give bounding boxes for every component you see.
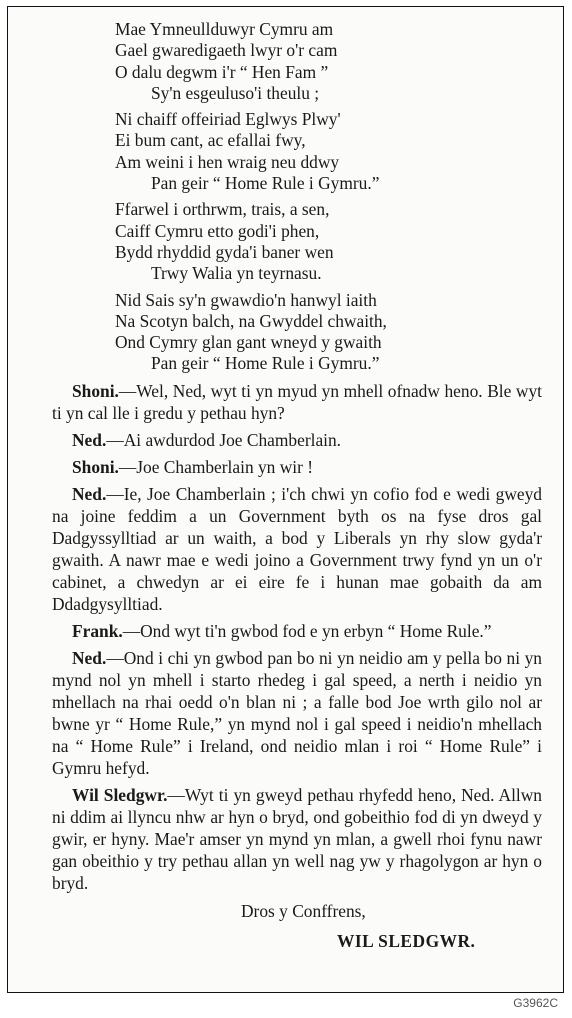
- speaker-name: Ned.: [72, 647, 107, 668]
- speech-text: —Wyt ti yn gweyd pethau rhyfedd heno, Ned. Allwn ni ddim ai llyncu nhw ar hyn o bryd, ond gobeithio fod di yn dweyd y gwir, er hyny. Mae'r amser yn mynd yn mlan, a gwell rhoi fynu nawr gan obeithio y try pethau allan yn well nag yw y rhagolygon ar hyn o bryd.: [52, 784, 542, 893]
- speech-text: —Ond i chi yn gwbod pan bo ni yn neidio am y pella bo ni yn mynd nol yn mhell i starto rhedeg i gal speed, a nerth i neidio yn mhellach na rhai oedd o'n blan ni ; a falle bod Joe wrth gilo nol ar bwne yr “ Home Rule,” yn mynd nol i gal speed i neidio'n mhellach na “ Home Rule” i Ireland, ond neidio mlan i roi “ Home Rule” i Gymru hefyd.: [52, 647, 542, 778]
- poem-line: Trwy Walia yn teyrnasu.: [151, 263, 322, 284]
- clipping-content: [52, 19, 542, 952]
- poem-line: Pan geir “ Home Rule i Gymru.”: [151, 353, 380, 374]
- poem-stanza: [115, 109, 542, 194]
- poem-line: O dalu degwm i'r “ Hen Fam ”: [115, 61, 329, 82]
- speaker-name: Frank.: [72, 620, 123, 641]
- dialogue-paragraph: [52, 647, 542, 779]
- clipping-frame: [7, 6, 564, 993]
- speaker-name: Ned.: [72, 483, 107, 504]
- speech-text: —Joe Chamberlain yn wir !: [118, 456, 314, 477]
- poem-stanza: [115, 19, 542, 104]
- dialogue-paragraph: [52, 620, 542, 642]
- poem-stanza: [115, 199, 542, 284]
- poem-line: Ond Cymry glan gant wneyd y gwaith: [115, 332, 382, 353]
- poem-line: Mae Ymneullduwyr Cymru am: [115, 19, 334, 39]
- poem-line: Ffarwel i orthrwm, trais, a sen,: [115, 199, 330, 220]
- dialogue-paragraph: [52, 784, 542, 894]
- speaker-name: Wil Sledgwr.: [72, 784, 168, 805]
- poem-line: Ni chaiff offeiriad Eglwys Plwy': [115, 109, 341, 130]
- speaker-name: Shoni.: [72, 380, 119, 401]
- poem-line: Bydd rhyddid gyda'i baner wen: [115, 241, 334, 262]
- dialogue-paragraph: [52, 456, 542, 478]
- speaker-name: Shoni.: [72, 456, 119, 477]
- speech-text: —Ond wyt ti'n gwbod fod e yn erbyn “ Home Rule.”: [122, 620, 492, 641]
- dialogue-paragraph: [52, 483, 542, 615]
- dialogue: [52, 380, 542, 894]
- poem-line: Pan geir “ Home Rule i Gymru.”: [151, 173, 380, 194]
- poem-stanza: [115, 290, 542, 375]
- poem-line: Gael gwaredigaeth lwyr o'r cam: [115, 40, 338, 61]
- closing: [52, 900, 542, 952]
- signature: WIL SLEDGWR.: [337, 930, 476, 951]
- speech-text: —Ie, Joe Chamberlain ; i'ch chwi yn cofio fod e wedi gweyd na joine feddim a un Government byth os na fyse dros gal Dadgyssylltiad ar un waith, a bod y Liberals yn rhy slow gyda'r gwaith. A nawr mae e wedi joino a Government trwy fynd yn un o'r cabinet, a chwedyn ar ei eire fe i hunan mae gobaith da am Ddadgysylltiad.: [52, 483, 542, 614]
- speech-text: —Ai awdurdod Joe Chamberlain.: [106, 429, 342, 450]
- salutation: Dros y Conffrens,: [241, 900, 366, 921]
- dialogue-paragraph: [52, 429, 542, 451]
- catalog-code: G3962C: [513, 996, 558, 1010]
- poem-line: Nid Sais sy'n gwawdio'n hanwyl iaith: [115, 289, 377, 310]
- speech-text: —Wel, Ned, wyt ti yn myud yn mhell ofnadw heno. Ble wyt ti yn cal lle i gredu y pethau hyn?: [52, 380, 542, 423]
- poem-line: Ei bum cant, ac efallai fwy,: [115, 130, 306, 151]
- poem-line: Na Scotyn balch, na Gwyddel chwaith,: [115, 310, 387, 331]
- poem-line: Sy'n esgeuluso'i theulu ;: [151, 82, 320, 103]
- poem-line: Am weini i hen wraig neu ddwy: [115, 151, 340, 172]
- dialogue-paragraph: [52, 380, 542, 424]
- speaker-name: Ned.: [72, 429, 107, 450]
- poem-line: Caiff Cymru etto godi'i phen,: [115, 220, 320, 241]
- poem: [52, 19, 542, 375]
